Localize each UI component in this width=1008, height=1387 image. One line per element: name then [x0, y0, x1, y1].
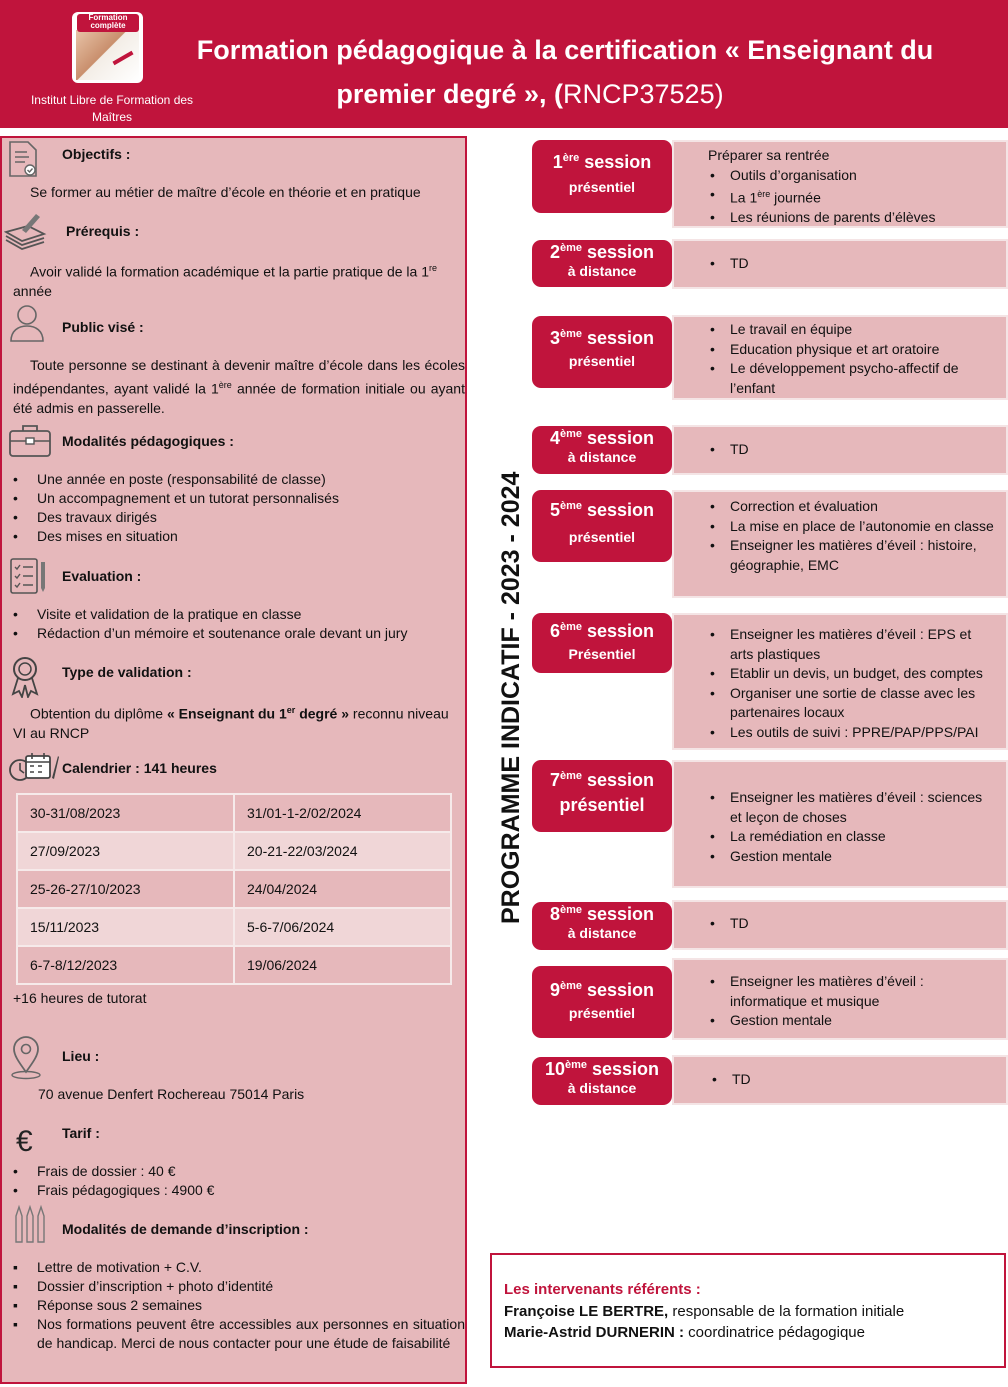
session-word: session — [587, 980, 655, 1000]
list-item: • TD — [708, 914, 1006, 934]
list-item: • Outils d’organisation — [708, 166, 1006, 186]
evaluation-heading: Evaluation : — [62, 568, 142, 584]
session-mode: Présentiel — [568, 646, 636, 662]
table-row — [17, 794, 451, 832]
session-9-badge — [532, 966, 672, 1038]
session-word: session — [584, 152, 652, 172]
session-10-content — [672, 1055, 1008, 1105]
session-sup: ème — [564, 1059, 587, 1071]
award-ribbon-icon — [8, 654, 42, 698]
books-pen-icon — [4, 210, 48, 250]
session-mode: à distance — [567, 449, 637, 465]
list-item: • TD — [708, 440, 1006, 460]
session-title — [532, 980, 672, 1001]
session-mode: présentiel — [568, 529, 636, 545]
session-title — [532, 904, 672, 925]
checklist-icon — [8, 556, 48, 596]
session-mode: présentiel — [559, 795, 645, 815]
list-item: • Enseigner les matières d’éveil : EPS et arts plastiques — [708, 625, 994, 664]
page-title-line1: Formation pédagogique à la certification « Enseignant du — [196, 35, 934, 65]
calendrier-hours: 141 heures — [143, 760, 217, 776]
document-check-icon — [6, 142, 40, 176]
session-items — [708, 166, 1006, 228]
session-sup: ème — [559, 328, 582, 340]
session-title — [532, 770, 672, 791]
list-item: • Enseigner les matières d’éveil : informatique et musique — [708, 972, 994, 1011]
programme-vertical-label — [475, 440, 535, 940]
list-item: • Frais pédagogiques : 4900 € — [13, 1181, 214, 1200]
date-cell: 5-6-7/06/2024 — [234, 908, 451, 946]
session-sup: ème — [559, 770, 582, 782]
list-item: • Des mises en situation — [13, 527, 339, 546]
prerequis-text — [13, 259, 465, 302]
date-cell: 6-7-8/12/2023 — [17, 946, 234, 984]
session-3-badge — [532, 316, 672, 388]
list-item: • Rédaction d’un mémoire et soutenance orale devant un jury — [13, 624, 407, 643]
session-num: 8 — [549, 904, 560, 924]
list-item: • Les réunions de parents d’élèves — [708, 208, 1006, 228]
session-1-badge — [532, 140, 672, 213]
session-mode: présentiel — [568, 353, 636, 369]
date-cell: 27/09/2023 — [17, 832, 234, 870]
list-item: • Des travaux dirigés — [13, 508, 339, 527]
session-2-content — [672, 239, 1008, 289]
session-sup: ème — [559, 904, 582, 916]
session-7-badge — [532, 760, 672, 832]
session-sup: ème — [559, 980, 582, 992]
table-row — [17, 832, 451, 870]
session-title — [532, 1059, 672, 1080]
session-title — [532, 152, 672, 173]
date-cell: 15/11/2023 — [17, 908, 234, 946]
page-title-line2 — [150, 76, 910, 112]
public-text — [13, 356, 465, 418]
calendar-clock-icon — [8, 750, 60, 784]
calendrier-label: Calendrier : — [62, 760, 140, 776]
location-pin-icon — [8, 1036, 44, 1080]
public-text-a: Toute personne se destinant à devenir maître d’école dans les écoles indépendantes, ayant validé la 1 — [13, 357, 465, 397]
list-item: • Education physique et art oratoire — [708, 340, 1000, 360]
prerequis-text-a: Avoir validé la formation académique et la partie pratique de la 1 — [30, 263, 429, 280]
table-row — [17, 870, 451, 908]
session-5-badge — [532, 490, 672, 562]
session-word: session — [587, 242, 655, 262]
session-1-content — [672, 140, 1008, 228]
list-item: • Enseigner les matières d’éveil : histoire, géographie, EMC — [708, 536, 996, 575]
session-num: 4 — [549, 428, 560, 448]
date-cell: 30-31/08/2023 — [17, 794, 234, 832]
session-num: 7 — [549, 770, 560, 790]
list-item: ▪ Lettre de motivation + C.V. — [13, 1258, 465, 1277]
title-rncp: RNCP37525) — [563, 79, 724, 109]
list-item: • TD — [708, 254, 1006, 274]
session-title — [532, 500, 672, 521]
programme-label-text: PROGRAMME INDICATIF - 2023 - 2024 — [497, 471, 525, 924]
list-item: • Un accompagnement et un tutorat personnalisés — [13, 489, 339, 508]
session-num: 3 — [549, 328, 560, 348]
header-banner — [0, 0, 1008, 128]
table-row — [17, 908, 451, 946]
validation-text-b: reconnu niveau VI au RNCP — [13, 705, 449, 742]
session-num: 10 — [544, 1059, 565, 1079]
session-mode: présentiel — [568, 179, 636, 195]
person-icon — [8, 303, 46, 343]
session-4-content — [672, 425, 1008, 475]
title-bold-part: premier degré », ( — [336, 79, 563, 109]
list-item: • Frais de dossier : 40 € — [13, 1162, 214, 1181]
calendrier-heading — [62, 760, 217, 776]
referent-role: coordinatrice pédagogique — [684, 1324, 865, 1341]
list-item: • Etablir un devis, un budget, des comptes — [708, 664, 994, 684]
date-cell: 19/06/2024 — [234, 946, 451, 984]
prerequis-text-b: année — [13, 283, 52, 300]
list-item: • Gestion mentale — [708, 1011, 994, 1031]
list-item: • Enseigner les matières d’éveil : sciences et leçon de choses — [708, 788, 994, 827]
inscription-heading: Modalités de demande d’inscription : — [62, 1221, 309, 1237]
list-item: • Correction et évaluation — [708, 497, 996, 517]
session-sup: ère — [562, 152, 580, 164]
session-mode: à distance — [567, 925, 637, 941]
session-word: session — [587, 904, 655, 924]
session-5-content — [672, 490, 1008, 598]
session-num: 5 — [549, 500, 560, 520]
session-4-badge — [532, 426, 672, 474]
session-sup: ème — [559, 621, 582, 633]
session-2-badge — [532, 240, 672, 287]
list-item: • Gestion mentale — [708, 847, 994, 867]
session-mode: à distance — [567, 263, 637, 279]
session-word: session — [592, 1059, 660, 1079]
session-6-content — [672, 613, 1008, 750]
validation-text-a: Obtention du diplôme — [30, 705, 167, 722]
referent-role: responsable de la formation initiale — [668, 1303, 905, 1320]
list-item: • Le développement psycho-affectif de l’enfant — [708, 359, 1000, 398]
list-item: ▪ Nos formations peuvent être accessibles aux personnes en situation de handicap. Merci de nous contacter pour une étude de faisabilité — [13, 1315, 465, 1353]
session-word: session — [587, 500, 655, 520]
validation-bold-a: « Enseignant du 1 — [166, 705, 287, 722]
session-word: session — [587, 328, 655, 348]
list-item: • La 1ère journée — [708, 185, 1006, 208]
public-heading: Public visé : — [62, 319, 144, 335]
list-item: • Les outils de suivi : PPRE/PAP/PPS/PAI — [708, 723, 994, 743]
session-word: session — [587, 621, 655, 641]
institute-name: Institut Libre de Formation des Maîtres — [30, 93, 194, 124]
date-cell: 20-21-22/03/2024 — [234, 832, 451, 870]
session-title — [532, 242, 672, 263]
validation-sup: er — [286, 705, 296, 715]
session-word: session — [587, 428, 655, 448]
list-item: • Visite et validation de la pratique en classe — [13, 605, 407, 624]
referent-2 — [504, 1324, 865, 1341]
public-text-b: année de formation initiale ou ayant été admis en passerelle. — [13, 380, 465, 416]
referents-title: Les intervenants référents : — [504, 1281, 701, 1298]
session-10-badge — [532, 1057, 672, 1105]
tutorat-text: +16 heures de tutorat — [13, 990, 147, 1006]
logo-badge: Formation complète — [77, 14, 139, 32]
public-sup: ère — [218, 379, 232, 390]
modalites-heading: Modalités pédagogiques : — [62, 433, 234, 449]
list-item: ▪ Dossier d’inscription + photo d’identité — [13, 1277, 465, 1296]
evaluation-list — [13, 605, 407, 643]
session-6-badge — [532, 613, 672, 673]
table-row — [17, 946, 451, 984]
date-cell: 24/04/2024 — [234, 870, 451, 908]
session-title — [532, 621, 672, 642]
list-item: • La remédiation en classe — [708, 827, 994, 847]
validation-bold-b: degré » — [295, 705, 350, 722]
objectifs-heading: Objectifs : — [62, 146, 131, 162]
session-sup: ème — [559, 428, 582, 440]
list-item: ▪ Réponse sous 2 semaines — [13, 1296, 465, 1315]
modalites-list — [13, 470, 339, 546]
validation-heading: Type de validation : — [62, 664, 192, 680]
referent-1 — [504, 1303, 904, 1320]
list-item: • Une année en poste (responsabilité de classe) — [13, 470, 339, 489]
inscription-list — [13, 1258, 465, 1353]
euro-icon: € — [16, 1125, 33, 1158]
validation-text — [13, 701, 453, 744]
session-num: 9 — [549, 980, 560, 1000]
logo — [72, 12, 143, 83]
session-8-content — [672, 900, 1008, 950]
session-num: 6 — [549, 621, 560, 641]
referent-name: Marie-Astrid DURNERIN : — [504, 1324, 685, 1341]
session-mode: à distance — [567, 1080, 637, 1096]
lieu-address: 70 avenue Denfert Rochereau 75014 Paris — [38, 1086, 305, 1102]
calendar-table — [16, 793, 452, 985]
prerequis-sup: re — [428, 263, 437, 273]
lieu-heading: Lieu : — [62, 1048, 100, 1064]
briefcase-icon — [8, 422, 52, 458]
session-title — [532, 328, 672, 349]
tarif-list — [13, 1162, 214, 1200]
date-cell: 31/01-1-2/02/2024 — [234, 794, 451, 832]
session-3-content — [672, 315, 1008, 400]
tarif-heading: Tarif : — [62, 1125, 100, 1141]
referents-box — [490, 1253, 1006, 1368]
session-num: 1 — [552, 152, 563, 172]
session-title — [532, 428, 672, 449]
date-cell: 25-26-27/10/2023 — [17, 870, 234, 908]
list-item: • TD — [710, 1070, 1006, 1090]
session-word: session — [587, 770, 655, 790]
session-mode: présentiel — [568, 1005, 636, 1021]
session-num: 2 — [549, 242, 560, 262]
pens-icon — [10, 1204, 50, 1244]
referent-name: Françoise LE BERTRE, — [504, 1303, 669, 1320]
session-sup: ème — [559, 242, 582, 254]
session-8-badge — [532, 902, 672, 950]
list-item: • La mise en place de l’autonomie en classe — [708, 517, 996, 537]
session-7-content — [672, 760, 1008, 888]
session-sup: ème — [559, 500, 582, 512]
list-item: • Le travail en équipe — [708, 320, 1000, 340]
list-item: • Organiser une sortie de classe avec les partenaires locaux — [708, 684, 994, 723]
prerequis-heading: Prérequis : — [66, 223, 140, 239]
objectifs-text: Se former au métier de maître d’école en théorie et en pratique — [30, 184, 421, 200]
session-intro: Préparer sa rentrée — [708, 147, 830, 163]
session-9-content — [672, 958, 1008, 1040]
